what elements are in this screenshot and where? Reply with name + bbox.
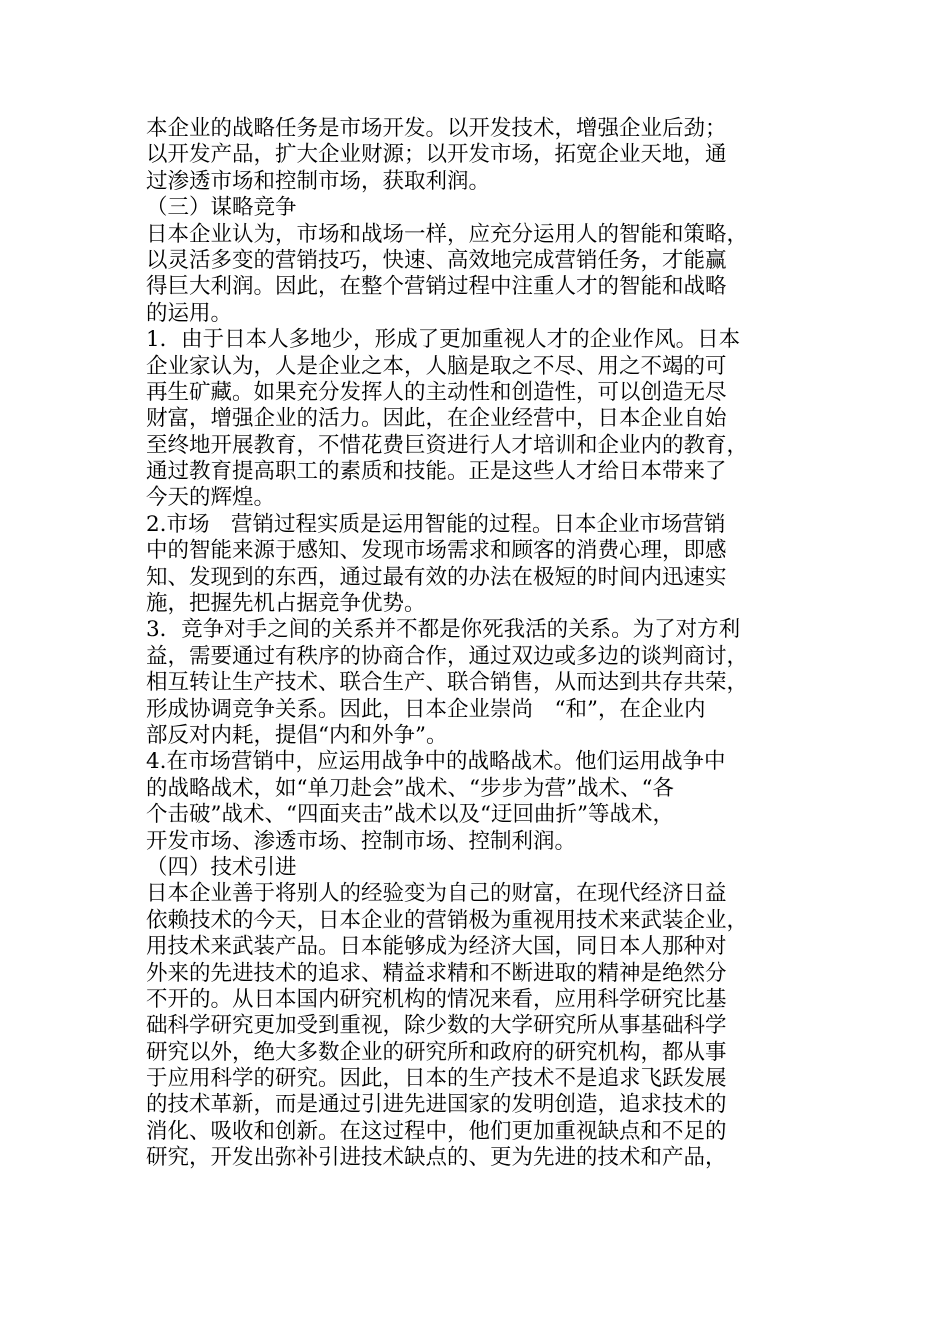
text-line: 2.市场 营销过程实质是运用智能的过程。日本企业市场营销	[146, 511, 726, 537]
text-line: 通过教育提高职工的素质和技能。正是这些人才给日本带来了	[146, 459, 727, 485]
text-line: 消化、吸收和创新。在这过程中，他们更加重视缺点和不足的	[146, 1118, 727, 1144]
text-line: 相互转让生产技术、联合生产、联合销售，从而达到共存共荣，	[146, 670, 749, 696]
text-line: 个击破”战术、“四面夹击”战术以及“迂回曲折”等战术，	[146, 802, 674, 828]
text-line: 以灵活多变的营销技巧，快速、高效地完成营销任务，才能赢	[146, 247, 727, 273]
text-line: 研究，开发出弥补引进技术缺点的、更为先进的技术和产品，	[146, 1145, 727, 1171]
text-line: 开发市场、渗透市场、控制市场、控制利润。	[146, 828, 577, 854]
text-line: 财富，增强企业的活力。因此，在企业经营中，日本企业自始	[146, 406, 727, 432]
text-line: 今天的辉煌。	[146, 485, 276, 511]
text-line: 用技术来武装产品。日本能够成为经济大国，同日本人那种对	[146, 934, 727, 960]
section-heading: （四）技术引进	[146, 854, 297, 880]
text-line: 施，把握先机占据竞争优势。	[146, 591, 426, 617]
text-line: 外来的先进技术的追求、精益求精和不断进取的精神是绝然分	[146, 960, 727, 986]
text-line: 日本企业善于将别人的经验变为自己的财富，在现代经济日益	[146, 881, 727, 907]
text-line: 不开的。从日本国内研究机构的情况来看，应用科学研究比基	[146, 986, 727, 1012]
text-line: 本企业的战略任务是市场开发。以开发技术，增强企业后劲；	[146, 116, 727, 141]
text-line: 企业家认为，人是企业之本，人脑是取之不尽、用之不竭的可	[146, 353, 727, 379]
text-line: 形成协调竞争关系。因此，日本企业崇尚 “和”，在企业内	[146, 696, 706, 722]
text-line: 研究以外，绝大多数企业的研究所和政府的研究机构，都从事	[146, 1039, 727, 1065]
text-line: 日本企业认为，市场和战场一样，应充分运用人的智能和策略，	[146, 221, 749, 247]
text-line: 依赖技术的今天，日本企业的营销极为重视用技术来武装企业，	[146, 907, 749, 933]
text-line: 再生矿藏。如果充分发挥人的主动性和创造性，可以创造无尽	[146, 379, 727, 405]
text-line: 1．由于日本人多地少，形成了更加重视人才的企业作风。日本	[146, 327, 741, 353]
text-line: 中的智能来源于感知、发现市场需求和顾客的消费心理，即感	[146, 538, 727, 564]
text-line: 的运用。	[146, 300, 233, 326]
document-body	[146, 116, 818, 1172]
text-line: 知、发现到的东西，通过最有效的办法在极短的时间内迅速实	[146, 564, 727, 590]
text-line: 过渗透市场和控制市场，获取利润。	[146, 168, 491, 194]
text-line: 于应用科学的研究。因此，日本的生产技术不是追求飞跃发展	[146, 1066, 727, 1092]
text-line: 的战略战术，如“单刀赴会”战术、“步步为营”战术、“各	[146, 775, 674, 801]
text-line: 益，需要通过有秩序的协商合作，通过双边或多边的谈判商讨，	[146, 643, 749, 669]
text-line: 部反对内耗，提倡“内和外争”。	[146, 722, 448, 748]
text-line: 4.在市场营销中，应运用战争中的战略战术。他们运用战争中	[146, 749, 726, 775]
text-line: 的技术革新，而是通过引进先进国家的发明创造，追求技术的	[146, 1092, 727, 1118]
text-line: 得巨大利润。因此，在整个营销过程中注重人才的智能和战略	[146, 274, 727, 300]
text-line: 3．竞争对手之间的关系并不都是你死我活的关系。为了对方利	[146, 617, 741, 643]
text-line: 至终地开展教育，不惜花费巨资进行人才培训和企业内的教育，	[146, 432, 749, 458]
text-line: 以开发产品，扩大企业财源；以开发市场，拓宽企业天地，通	[146, 142, 727, 168]
text-line: 础科学研究更加受到重视，除少数的大学研究所从事基础科学	[146, 1013, 727, 1039]
section-heading: （三）谋略竞争	[146, 195, 297, 221]
